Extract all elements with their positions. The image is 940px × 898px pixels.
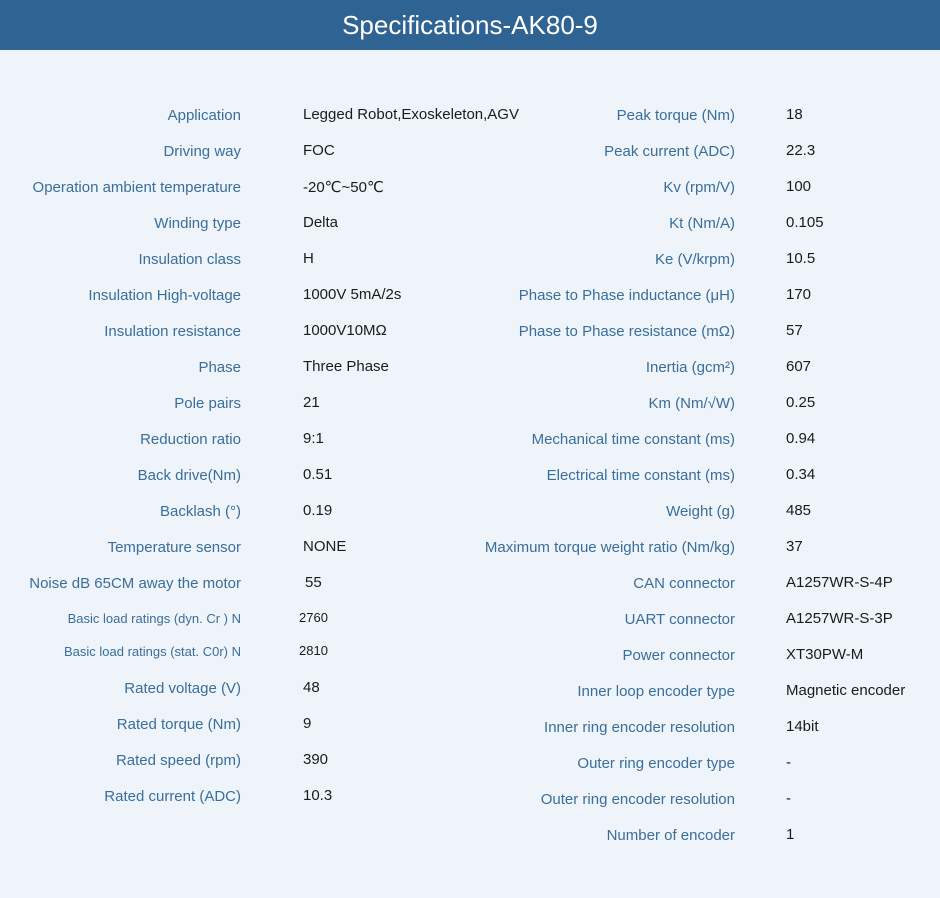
- left-spec-label: Rated voltage (V): [124, 680, 241, 697]
- right-spec-value: XT30PW-M: [786, 646, 864, 663]
- left-spec-label: Operation ambient temperature: [32, 179, 241, 196]
- left-spec-label: Backlash (°): [159, 503, 241, 520]
- right-spec-value: A1257WR-S-3P: [786, 610, 893, 627]
- right-spec-value: 0.105: [786, 214, 824, 231]
- left-spec-value: 2760: [299, 610, 328, 625]
- left-spec-value: 9: [303, 715, 312, 732]
- left-spec-value: 1000V 5mA/2s: [303, 286, 402, 303]
- right-spec-label: Number of encoder: [606, 827, 735, 844]
- right-spec-label: Maximum torque weight ratio (Nm/kg): [484, 539, 735, 556]
- right-spec-label: Outer ring encoder type: [577, 755, 735, 772]
- right-spec-label: UART connector: [624, 611, 735, 628]
- right-spec-value: -: [786, 754, 791, 771]
- right-spec-label: Weight (g): [666, 503, 735, 520]
- right-spec-label: Inertia (gcm²): [645, 359, 735, 376]
- right-spec-label: Ke (V/krpm): [654, 251, 735, 268]
- right-spec-value: 100: [786, 178, 812, 195]
- right-spec-label: Kv (rpm/V): [663, 179, 735, 196]
- right-spec-value: A1257WR-S-4P: [786, 574, 893, 591]
- right-spec-label: Kt (Nm/A): [669, 215, 735, 232]
- right-spec-label: Inner loop encoder type: [577, 683, 735, 700]
- left-spec-label: Basic load ratings (stat. C0r) N: [63, 644, 241, 659]
- right-spec-value: 18: [786, 106, 803, 123]
- right-spec-label: Phase to Phase inductance (μH): [518, 287, 735, 304]
- left-spec-label: Basic load ratings (dyn. Cr ) N: [67, 611, 241, 626]
- left-spec-value: H: [303, 250, 314, 267]
- right-spec-label: Electrical time constant (ms): [546, 467, 735, 484]
- right-spec-value: 0.34: [786, 466, 816, 483]
- left-spec-value: 55: [305, 574, 322, 591]
- right-spec-label: Peak current (ADC): [604, 143, 735, 160]
- left-spec-value: 48: [303, 679, 320, 696]
- left-spec-label: Winding type: [154, 215, 241, 232]
- right-spec-label: Outer ring encoder resolution: [540, 791, 735, 808]
- left-spec-value: FOC: [303, 142, 335, 159]
- right-spec-value: 57: [786, 322, 803, 339]
- right-spec-value: 0.94: [786, 430, 816, 447]
- left-spec-value: -20℃~50℃: [303, 179, 384, 196]
- right-spec-value: 22.3: [786, 142, 816, 159]
- left-spec-value: 390: [303, 751, 329, 768]
- right-spec-value: 10.5: [786, 250, 816, 267]
- right-spec-label: Inner ring encoder resolution: [544, 719, 735, 736]
- left-spec-value: Legged Robot,Exoskeleton,AGV: [303, 106, 519, 123]
- left-spec-label: Temperature sensor: [107, 539, 241, 556]
- right-spec-value: 485: [786, 502, 812, 519]
- left-spec-value: 0.51: [303, 466, 333, 483]
- left-spec-label: Phase: [198, 359, 241, 376]
- left-spec-label: Pole pairs: [174, 395, 241, 412]
- left-spec-value: 9:1: [303, 430, 324, 447]
- right-spec-value: Magnetic encoder: [786, 682, 906, 699]
- right-spec-value: 0.25: [786, 394, 816, 411]
- right-spec-label: Phase to Phase resistance (mΩ): [518, 323, 735, 340]
- right-spec-value: 607: [786, 358, 812, 375]
- left-spec-value: 10.3: [303, 787, 333, 804]
- left-spec-label: Insulation resistance: [104, 323, 241, 340]
- left-spec-label: Insulation High-voltage: [88, 287, 241, 304]
- left-spec-label: Rated current (ADC): [104, 788, 241, 805]
- right-spec-value: 37: [786, 538, 803, 555]
- right-spec-value: 1: [786, 826, 795, 843]
- left-spec-value: Delta: [303, 214, 339, 231]
- right-spec-value: 170: [786, 286, 812, 303]
- left-spec-value: NONE: [303, 538, 347, 555]
- right-spec-value: 14bit: [786, 718, 819, 735]
- right-spec-label: CAN connector: [633, 575, 735, 592]
- left-spec-value: 2810: [299, 643, 328, 658]
- left-spec-label: Back drive(Nm): [137, 467, 241, 484]
- page-title: Specifications-AK80-9: [0, 0, 940, 50]
- left-spec-label: Rated torque (Nm): [116, 716, 241, 733]
- right-spec-label: Km (Nm/√W): [648, 395, 735, 412]
- left-spec-label: Reduction ratio: [140, 431, 241, 448]
- left-spec-label: Application: [167, 107, 241, 124]
- right-spec-label: Peak torque (Nm): [616, 107, 735, 124]
- right-spec-label: Power connector: [622, 647, 735, 664]
- left-spec-value: Three Phase: [303, 358, 389, 375]
- left-spec-label: Insulation class: [138, 251, 241, 268]
- left-spec-value: 21: [303, 394, 320, 411]
- right-spec-value: -: [786, 790, 791, 807]
- right-spec-label: Mechanical time constant (ms): [531, 431, 735, 448]
- left-spec-value: 1000V10MΩ: [303, 322, 387, 339]
- left-spec-label: Noise dB 65CM away the motor: [29, 575, 241, 592]
- left-spec-label: Driving way: [163, 143, 241, 160]
- left-spec-label: Rated speed (rpm): [115, 752, 241, 769]
- left-spec-value: 0.19: [303, 502, 333, 519]
